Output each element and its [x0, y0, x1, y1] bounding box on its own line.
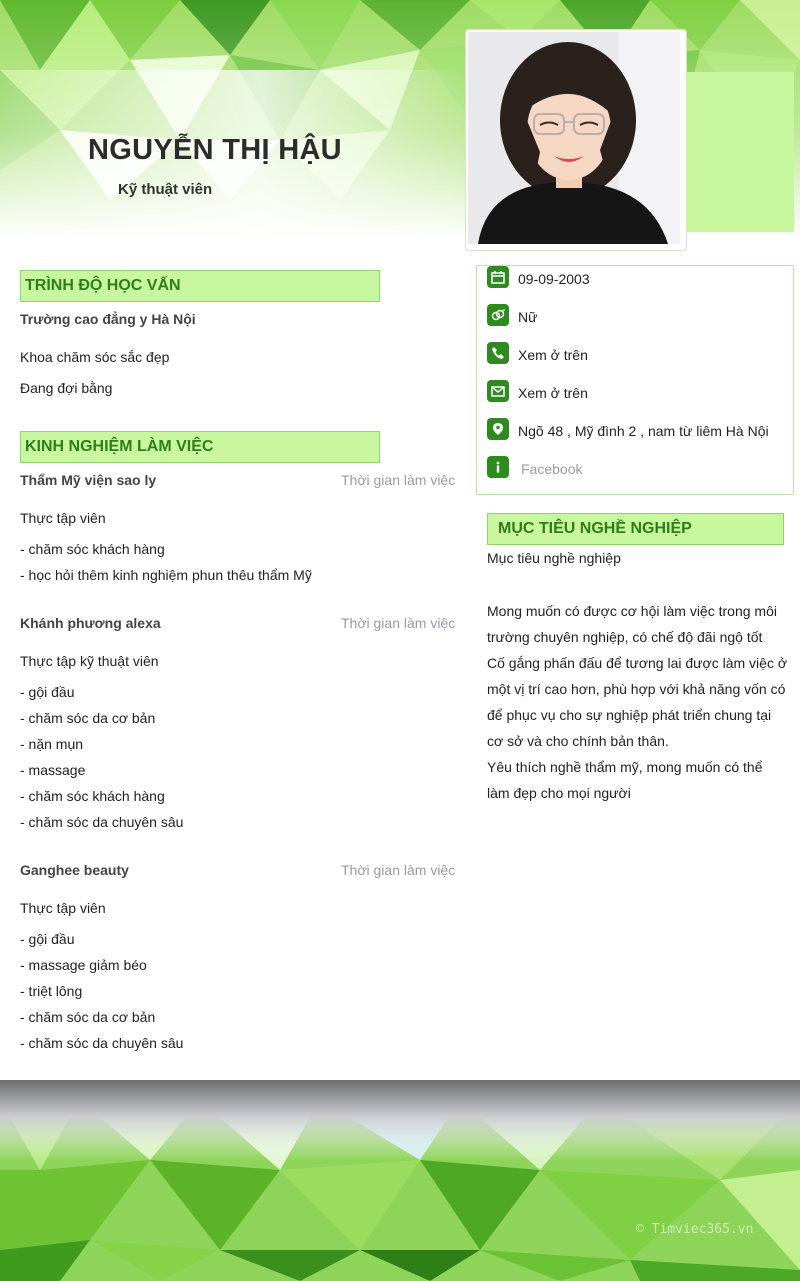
job-title: Kỹ thuật viên: [118, 181, 213, 198]
contact-facebook-link[interactable]: Facebook: [521, 461, 583, 477]
contact-gender: Nữ: [518, 309, 538, 325]
job-task: - chăm sóc da chuyên sâu: [20, 1035, 184, 1051]
job-company: Thẩm Mỹ viện sao ly: [20, 472, 157, 488]
job-role: Thực tập viên: [20, 510, 106, 526]
goal-paragraph: Mong muốn có được cơ hội làm việc trong môi trường chuyên nghiệp, có chế độ đãi ngộ tốt: [487, 603, 777, 645]
job-company: Ganghee beauty: [20, 862, 129, 878]
footer-polygon-background: [0, 1080, 800, 1281]
education-status: Đang đợi bằng: [20, 380, 113, 396]
goal-paragraph: Yêu thích nghề thẩm mỹ, mong muốn có thể làm đẹp cho mọi người: [487, 759, 763, 801]
job-role: Thực tập viên: [20, 900, 106, 916]
photo-accent-block: [682, 72, 794, 232]
email-icon: [487, 380, 509, 402]
info-icon: [487, 456, 509, 478]
job-task: - chăm sóc da chuyên sâu: [20, 814, 184, 830]
goal-heading: MỤC TIÊU NGHỀ NGHIỆP: [487, 513, 784, 545]
experience-heading: KINH NGHIỆM LÀM VIỆC: [20, 431, 380, 463]
job-time: Thời gian làm việc: [341, 862, 456, 878]
job-task: - gội đầu: [20, 684, 75, 700]
job-time: Thời gian làm việc: [341, 472, 456, 488]
watermark: © Timviec365.vn: [636, 1222, 754, 1237]
contact-phone[interactable]: Xem ở trên: [518, 347, 588, 363]
job-task: - gội đầu: [20, 931, 75, 947]
education-school: Trường cao đẳng y Hà Nội: [20, 311, 196, 327]
goal-body: [487, 598, 787, 806]
goal-paragraph: Cố gắng phấn đấu để tương lai được làm việc ở một vị trí cao hơn, phù hợp với khả năng vốn có để phục vụ cho sự nghiệp phát triển chung tại cơ sở và cho chính bản thân.: [487, 655, 788, 749]
job-task: - nặn mụn: [20, 736, 84, 752]
job-task: - chăm sóc da cơ bản: [20, 1009, 156, 1025]
calendar-icon: [487, 266, 509, 288]
goal-subtitle: Mục tiêu nghề nghiệp: [487, 550, 621, 566]
job-task: - massage: [20, 762, 86, 778]
job-task: - chăm sóc da cơ bản: [20, 710, 156, 726]
profile-photo: [466, 30, 686, 250]
contact-address: Ngõ 48 , Mỹ đình 2 , nam từ liêm Hà Nội: [518, 423, 769, 439]
job-task: - triệt lông: [20, 983, 83, 999]
education-major: Khoa chăm sóc sắc đẹp: [20, 349, 170, 365]
gender-icon: [487, 304, 509, 326]
job-role: Thực tập kỹ thuật viên: [20, 653, 159, 669]
candidate-name: NGUYỄN THỊ HẬU: [88, 134, 342, 166]
location-icon: [487, 418, 509, 440]
job-task: - chăm sóc khách hàng: [20, 541, 165, 557]
job-time: Thời gian làm việc: [341, 615, 456, 631]
job-company: Khánh phương alexa: [20, 615, 161, 631]
contact-email[interactable]: Xem ở trên: [518, 385, 588, 401]
job-task: - chăm sóc khách hàng: [20, 788, 165, 804]
education-heading: TRÌNH ĐỘ HỌC VẤN: [20, 270, 380, 302]
phone-icon: [487, 342, 509, 364]
job-task: - học hỏi thêm kinh nghiệm phun thêu thẩm Mỹ: [20, 567, 312, 583]
job-task: - massage giảm béo: [20, 957, 147, 973]
contact-birthday: 09-09-2003: [518, 271, 590, 287]
